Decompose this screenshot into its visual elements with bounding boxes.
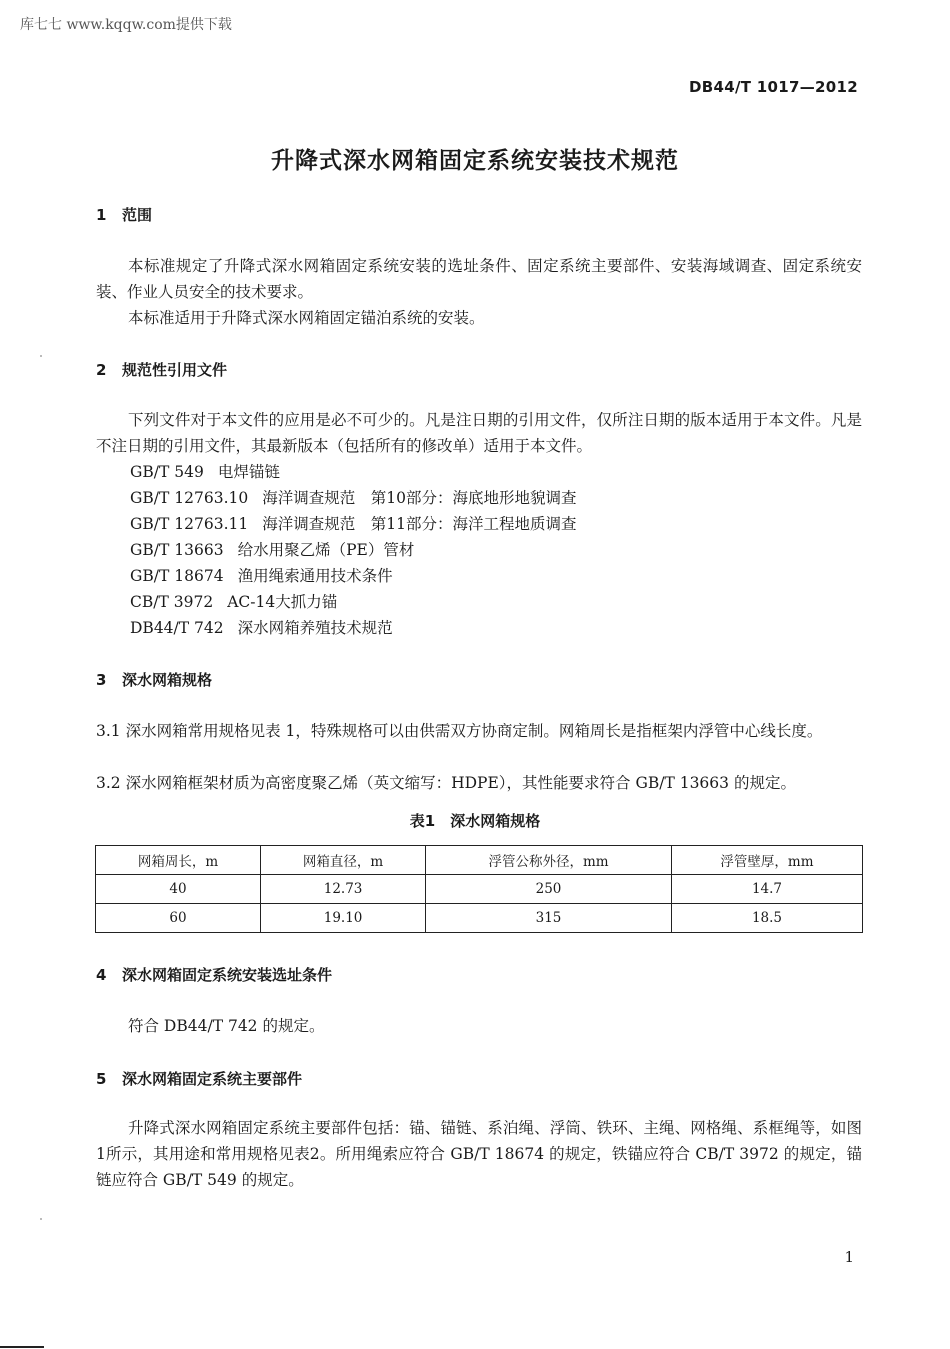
reference-name: 海洋调查规范 第11部分：海洋工程地质调查 xyxy=(262,515,577,533)
reference-code: GB/T 13663 xyxy=(130,541,224,559)
reference-item xyxy=(130,485,576,511)
reference-name: 海洋调查规范 第10部分：海底地形地貌调查 xyxy=(262,489,577,507)
page-title: 升降式深水网箱固定系统安装技术规范 xyxy=(271,148,679,174)
section-title: 深水网箱固定系统主要部件 xyxy=(122,1070,303,1088)
table-cell: 315 xyxy=(426,904,672,933)
scan-speck xyxy=(40,355,42,357)
section-4-heading xyxy=(96,964,332,985)
section-1-heading xyxy=(96,204,152,225)
reference-item xyxy=(130,589,337,615)
table-cell: 60 xyxy=(96,904,261,933)
scan-speck xyxy=(40,1218,42,1220)
reference-code: GB/T 12763.10 xyxy=(130,489,249,507)
table-header-cell: 浮管公称外径，mm xyxy=(426,846,672,875)
section-5-heading xyxy=(96,1068,302,1089)
section-1-paragraph-1: 本标准规定了升降式深水网箱固定系统安装的选址条件、固定系统主要部件、安装海域调查、固定系统安装、作业人员安全的技术要求。 xyxy=(96,257,862,301)
page-number: 1 xyxy=(844,1248,854,1266)
table-cell: 18.5 xyxy=(671,904,862,933)
watermark-text: 库七七 www.kqqw.com提供下载 xyxy=(20,17,232,33)
table-header-row xyxy=(96,846,863,875)
table-cell: 14.7 xyxy=(671,875,862,904)
spec-table xyxy=(95,845,863,933)
table-header-cell: 网箱周长，m xyxy=(96,846,261,875)
table-header-cell: 网箱直径，m xyxy=(261,846,426,875)
table-cell: 19.10 xyxy=(261,904,426,933)
reference-code: GB/T 12763.11 xyxy=(130,515,249,533)
scan-edge-mark xyxy=(0,1346,44,1348)
section-number: 5 xyxy=(96,1070,107,1088)
table-cell: 12.73 xyxy=(261,875,426,904)
section-2-heading xyxy=(96,359,227,380)
document-number: DB44/T 1017—2012 xyxy=(689,78,858,96)
table-cell: 250 xyxy=(426,875,672,904)
reference-name: AC-14大抓力锚 xyxy=(227,593,338,611)
reference-item xyxy=(130,537,414,563)
reference-item xyxy=(130,459,280,485)
section-number: 1 xyxy=(96,206,107,224)
reference-item xyxy=(130,511,576,537)
reference-code: GB/T 18674 xyxy=(130,567,224,585)
table-header-cell: 浮管壁厚，mm xyxy=(671,846,862,875)
reference-code: CB/T 3972 xyxy=(130,593,214,611)
reference-name: 深水网箱养殖技术规范 xyxy=(237,619,393,637)
section-title: 深水网箱固定系统安装选址条件 xyxy=(122,966,333,984)
table-row xyxy=(96,904,863,933)
reference-name: 渔用绳索通用技术条件 xyxy=(237,567,393,585)
section-5-paragraph-1: 升降式深水网箱固定系统主要部件包括：锚、锚链、系泊绳、浮筒、铁环、主绳、网格绳、系框绳等，如图1所示，其用途和常用规格见表2。所用绳索应符合 GB/T 18674 的规定，铁锚应符合 CB/T 3972 的规定，锚链应符合 GB/T 549 的规定。 xyxy=(96,1119,862,1189)
reference-item xyxy=(130,615,393,641)
section-number: 4 xyxy=(96,966,107,984)
section-title: 范围 xyxy=(122,206,153,224)
section-title: 深水网箱规格 xyxy=(122,671,213,689)
reference-code: DB44/T 742 xyxy=(130,619,224,637)
clause-3-1: 3.1 深水网箱常用规格见表 1，特殊规格可以由供需双方协商定制。网箱周长是指框架内浮管中心线长度。 xyxy=(96,722,823,740)
section-title: 规范性引用文件 xyxy=(122,361,228,379)
reference-code: GB/T 549 xyxy=(130,463,204,481)
section-4-paragraph-1: 符合 DB44/T 742 的规定。 xyxy=(128,1017,325,1035)
reference-name: 电焊锚链 xyxy=(217,463,280,481)
reference-name: 给水用聚乙烯（PE）管材 xyxy=(237,541,415,559)
section-number: 3 xyxy=(96,671,107,689)
section-1-paragraph-2: 本标准适用于升降式深水网箱固定锚泊系统的安装。 xyxy=(128,309,485,327)
clause-3-2: 3.2 深水网箱框架材质为高密度聚乙烯（英文缩写：HDPE），其性能要求符合 GB/T 13663 的规定。 xyxy=(96,774,796,792)
table-cell: 40 xyxy=(96,875,261,904)
section-3-heading xyxy=(96,669,212,690)
table-caption: 表1 深水网箱规格 xyxy=(409,812,541,830)
section-2-paragraph-1: 下列文件对于本文件的应用是必不可少的。凡是注日期的引用文件，仅所注日期的版本适用于本文件。凡是不注日期的引用文件，其最新版本（包括所有的修改单）适用于本文件。 xyxy=(96,411,862,455)
section-number: 2 xyxy=(96,361,107,379)
reference-item xyxy=(130,563,393,589)
table-row xyxy=(96,875,863,904)
